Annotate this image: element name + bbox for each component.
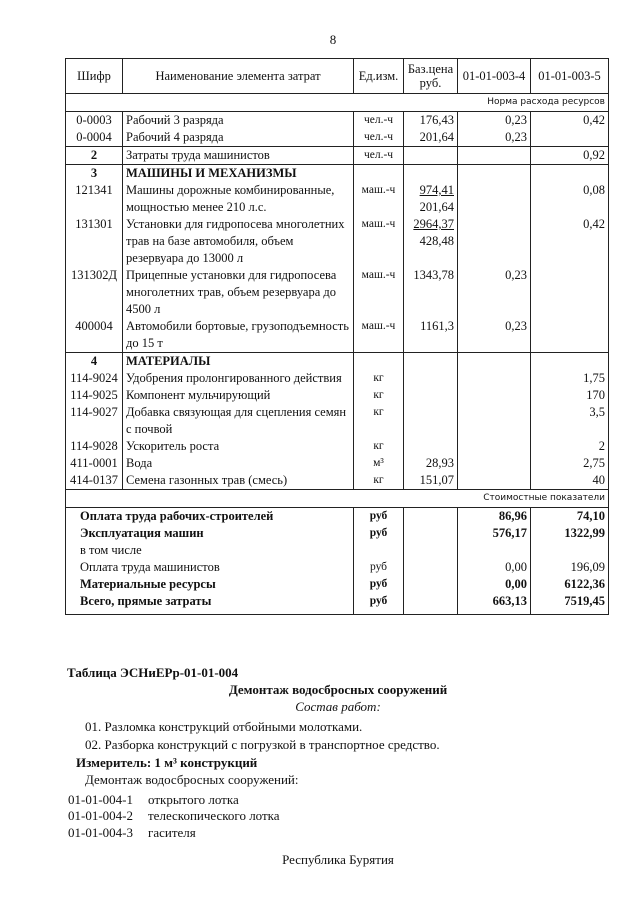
row-unit: чел.-ч	[354, 129, 404, 147]
row-norm-003-4	[458, 387, 531, 404]
row-name: Прицепные установки для гидропосева многолетних трав, объем резервуара до 4500 л	[123, 267, 354, 318]
row-unit: чел.-ч	[354, 112, 404, 130]
total-name: Оплата труда рабочих-строителей	[66, 508, 354, 526]
price-value: 1161,3	[420, 319, 454, 333]
total-empty	[404, 559, 458, 576]
row-norm-003-4	[458, 353, 531, 371]
row-norm-003-5	[531, 318, 609, 353]
work-item: 02. Разборка конструкций с погрузкой в транспортное средство.	[85, 737, 440, 752]
row-code: 131301	[66, 216, 123, 267]
price-wage-value: 201,64	[419, 200, 454, 214]
table-row	[66, 318, 609, 353]
table-row	[66, 165, 609, 183]
table-row	[66, 147, 609, 165]
total-003-4	[458, 542, 531, 559]
row-price	[404, 387, 458, 404]
row-norm-003-4: 0,23	[458, 318, 531, 353]
row-norm-003-4	[458, 370, 531, 387]
row-name: Семена газонных трав (смесь)	[123, 472, 354, 490]
row-unit	[354, 353, 404, 371]
row-unit: м³	[354, 455, 404, 472]
total-003-5: 196,09	[531, 559, 609, 576]
total-row	[66, 542, 609, 559]
row-name: Компонент мульчирующий	[123, 387, 354, 404]
table-row	[66, 216, 609, 267]
norm-subheader	[66, 94, 609, 112]
total-name: Материальные ресурсы	[66, 576, 354, 593]
row-price	[404, 165, 458, 183]
row-code: 114-9027	[66, 404, 123, 438]
row-price	[404, 353, 458, 371]
price-value: 176,43	[419, 113, 454, 127]
row-price	[404, 182, 458, 216]
total-003-4: 0,00	[458, 559, 531, 576]
row-norm-003-4	[458, 165, 531, 183]
table-row	[66, 129, 609, 147]
item-code: 01-01-004-1	[68, 792, 133, 807]
item-code: 01-01-004-3	[68, 825, 133, 840]
row-name: Затраты труда машинистов	[123, 147, 354, 165]
row-price	[404, 404, 458, 438]
row-code: 131302Д	[66, 267, 123, 318]
total-empty	[404, 525, 458, 542]
total-name: Эксплуатация машин	[66, 525, 354, 542]
total-003-4: 663,13	[458, 593, 531, 615]
row-unit: кг	[354, 370, 404, 387]
header-col-003-4: 01-01-003-4	[458, 59, 531, 94]
row-price	[404, 147, 458, 165]
row-price	[404, 318, 458, 353]
row-unit: маш.-ч	[354, 216, 404, 267]
total-003-5: 74,10	[531, 508, 609, 526]
row-code: 121341	[66, 182, 123, 216]
total-unit: руб	[354, 525, 404, 542]
row-norm-003-4: 0,23	[458, 129, 531, 147]
row-price	[404, 112, 458, 130]
table-header-row	[66, 59, 609, 94]
row-price	[404, 455, 458, 472]
row-norm-003-4: 0,23	[458, 112, 531, 130]
row-norm-003-4	[458, 147, 531, 165]
total-003-5	[531, 542, 609, 559]
page-number: 8	[329, 32, 337, 47]
row-price	[404, 129, 458, 147]
composition-label: Состав работ:	[295, 699, 381, 714]
footer-region: Республика Бурятия	[282, 852, 394, 867]
price-wage-value: 428,48	[419, 234, 454, 248]
row-price	[404, 370, 458, 387]
total-row	[66, 593, 609, 615]
row-unit: маш.-ч	[354, 267, 404, 318]
row-unit: кг	[354, 472, 404, 490]
row-price	[404, 216, 458, 267]
item-label: открытого лотка	[148, 792, 239, 807]
row-norm-003-4	[458, 216, 531, 267]
total-row	[66, 576, 609, 593]
row-norm-003-5: 0,08	[531, 182, 609, 216]
row-name: Рабочий 4 разряда	[123, 129, 354, 147]
table-row	[66, 387, 609, 404]
row-norm-003-5: 1,75	[531, 370, 609, 387]
item-label: телескопического лотка	[148, 808, 280, 823]
total-empty	[404, 576, 458, 593]
row-code: 114-9024	[66, 370, 123, 387]
norm-subheader-label: Норма расхода ресурсов	[66, 94, 609, 112]
row-norm-003-5: 3,5	[531, 404, 609, 438]
row-unit: кг	[354, 387, 404, 404]
header-unit: Ед.изм.	[354, 59, 404, 94]
row-norm-003-4	[458, 182, 531, 216]
total-name: в том числе	[66, 542, 354, 559]
total-row	[66, 508, 609, 526]
total-unit	[354, 542, 404, 559]
row-code: 114-9028	[66, 438, 123, 455]
row-norm-003-4	[458, 472, 531, 490]
price-value: 1343,78	[413, 268, 454, 282]
header-code: Шифр	[66, 59, 123, 94]
row-norm-003-5: 2,75	[531, 455, 609, 472]
row-name: МАШИНЫ И МЕХАНИЗМЫ	[123, 165, 354, 183]
row-name: Машины дорожные комбинированные, мощностью менее 210 л.с.	[123, 182, 354, 216]
row-price	[404, 472, 458, 490]
table-row	[66, 267, 609, 318]
total-003-4: 576,17	[458, 525, 531, 542]
total-empty	[404, 593, 458, 615]
row-code: 4	[66, 353, 123, 371]
list-item	[68, 808, 280, 824]
row-norm-003-5	[531, 267, 609, 318]
row-name: Установки для гидропосева многолетних трав на базе автомобиля, объем резервуара до 13000 л	[123, 216, 354, 267]
row-code: 414-0137	[66, 472, 123, 490]
row-norm-003-5: 2	[531, 438, 609, 455]
price-value: 151,07	[419, 473, 454, 487]
table-row	[66, 370, 609, 387]
row-norm-003-5: 40	[531, 472, 609, 490]
row-norm-003-5: 0,42	[531, 112, 609, 130]
list-item	[68, 825, 196, 841]
table-title: Таблица ЭСНиЕРр-01-01-004	[67, 665, 239, 680]
total-name: Оплата труда машинистов	[66, 559, 354, 576]
table-row	[66, 112, 609, 130]
row-unit: кг	[354, 404, 404, 438]
row-norm-003-4	[458, 438, 531, 455]
list-heading: Демонтаж водосбросных сооружений:	[85, 772, 299, 787]
row-code: 0-0004	[66, 129, 123, 147]
row-unit: кг	[354, 438, 404, 455]
total-name: Всего, прямые затраты	[66, 593, 354, 615]
row-code: 3	[66, 165, 123, 183]
row-norm-003-5: 0,92	[531, 147, 609, 165]
row-price	[404, 267, 458, 318]
row-norm-003-4	[458, 455, 531, 472]
row-name: МАТЕРИАЛЫ	[123, 353, 354, 371]
row-name: Добавка связующая для сцепления семян с почвой	[123, 404, 354, 438]
cost-subheader	[66, 490, 609, 508]
row-code: 0-0003	[66, 112, 123, 130]
total-003-4: 0,00	[458, 576, 531, 593]
table-row	[66, 404, 609, 438]
list-item	[68, 792, 239, 808]
total-unit: руб	[354, 576, 404, 593]
header-base-price: Баз.цена руб.	[404, 59, 458, 94]
total-unit: руб	[354, 559, 404, 576]
row-unit: маш.-ч	[354, 182, 404, 216]
header-name: Наименование элемента затрат	[123, 59, 354, 94]
row-code: 114-9025	[66, 387, 123, 404]
row-norm-003-5: 170	[531, 387, 609, 404]
total-empty	[404, 508, 458, 526]
price-value: 974,41	[419, 183, 454, 197]
work-item: 01. Разломка конструкций отбойными молотками.	[85, 719, 363, 734]
row-norm-003-4: 0,23	[458, 267, 531, 318]
row-code: 2	[66, 147, 123, 165]
total-unit: руб	[354, 508, 404, 526]
row-unit: маш.-ч	[354, 318, 404, 353]
row-norm-003-4	[458, 404, 531, 438]
total-empty	[404, 542, 458, 559]
total-003-5: 6122,36	[531, 576, 609, 593]
cost-subheader-label: Стоимостные показатели	[66, 490, 609, 508]
resource-norms-table	[65, 58, 609, 615]
price-value: 28,93	[425, 456, 454, 470]
row-name: Вода	[123, 455, 354, 472]
meter-label: Измеритель: 1 м³ конструкций	[76, 755, 258, 770]
total-row	[66, 559, 609, 576]
total-003-5: 1322,99	[531, 525, 609, 542]
table-row	[66, 455, 609, 472]
price-value: 2964,37	[413, 217, 454, 231]
header-col-003-5: 01-01-003-5	[531, 59, 609, 94]
row-price	[404, 438, 458, 455]
total-row	[66, 525, 609, 542]
item-label: гасителя	[148, 825, 196, 840]
row-name: Ускоритель роста	[123, 438, 354, 455]
table-row	[66, 472, 609, 490]
row-norm-003-5	[531, 353, 609, 371]
total-003-5: 7519,45	[531, 593, 609, 615]
row-name: Автомобили бортовые, грузоподъемность до 15 т	[123, 318, 354, 353]
section-heading: Демонтаж водосбросных сооружений	[228, 682, 448, 697]
row-unit	[354, 165, 404, 183]
row-name: Удобрения пролонгированного действия	[123, 370, 354, 387]
row-norm-003-5: 0,42	[531, 216, 609, 267]
row-code: 411-0001	[66, 455, 123, 472]
table-row	[66, 353, 609, 371]
item-code: 01-01-004-2	[68, 808, 133, 823]
row-code: 400004	[66, 318, 123, 353]
total-unit: руб	[354, 593, 404, 615]
row-norm-003-5	[531, 129, 609, 147]
row-norm-003-5	[531, 165, 609, 183]
row-unit: чел.-ч	[354, 147, 404, 165]
row-name: Рабочий 3 разряда	[123, 112, 354, 130]
table-row	[66, 438, 609, 455]
total-003-4: 86,96	[458, 508, 531, 526]
price-value: 201,64	[419, 130, 454, 144]
table-row	[66, 182, 609, 216]
